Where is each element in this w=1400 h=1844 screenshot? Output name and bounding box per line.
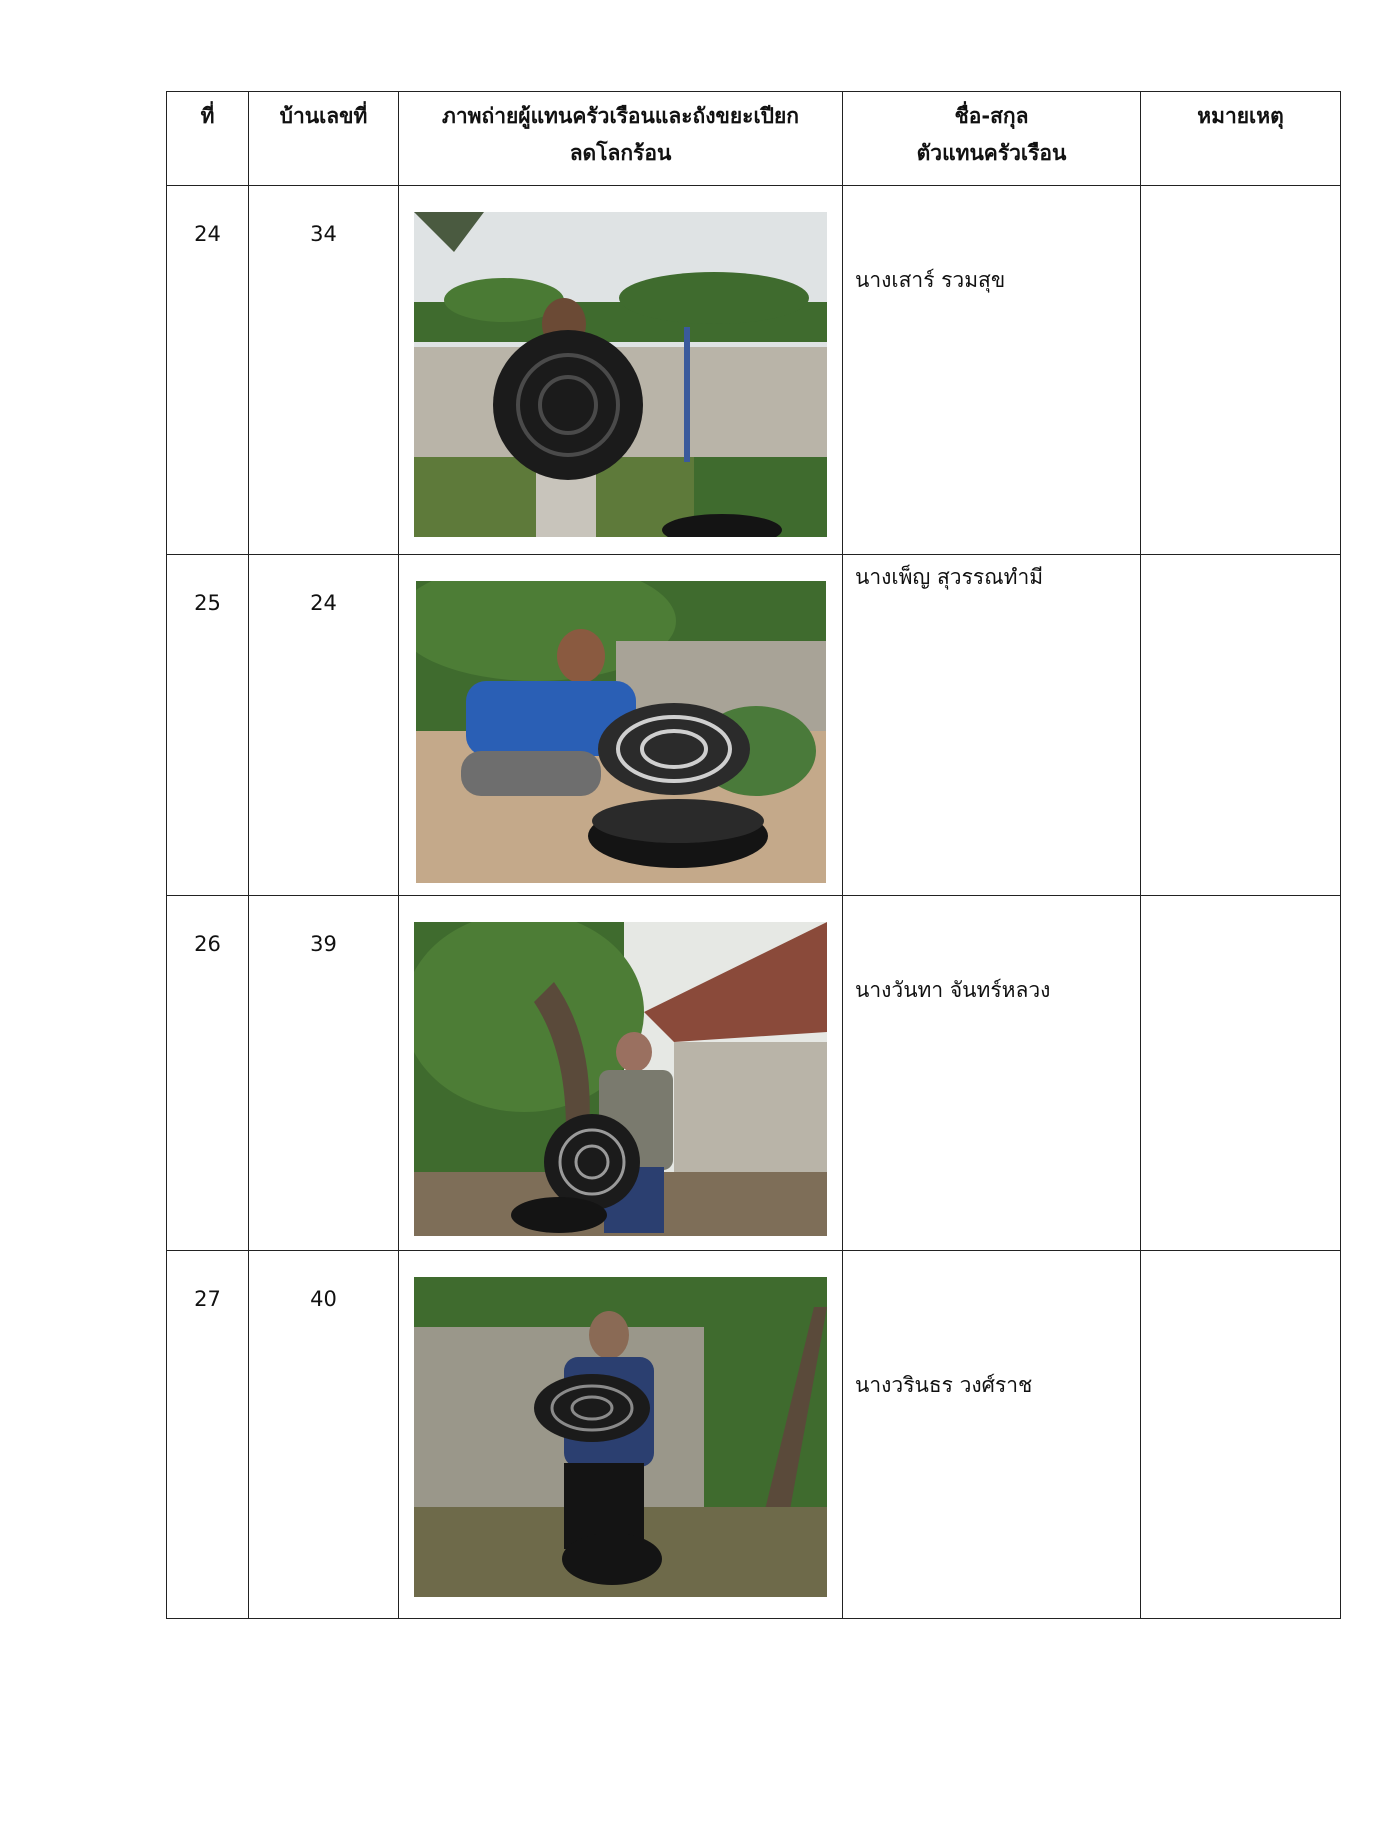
header-photo-line1: ภาพถ่ายผู้แทนครัวเรือนและถังขยะเปียก [442,104,799,128]
header-house-no [249,92,399,186]
representative-name: นางวันทา จันทร์หลวง [855,978,1051,1002]
header-photo-line2: ลดโลกร้อน [569,141,672,165]
cell-name [843,1251,1141,1619]
household-photo [416,581,842,883]
row-number: 24 [194,222,221,246]
cell-house-no [249,555,399,896]
table-row [167,555,1341,896]
cell-no [167,896,249,1251]
representative-name: นางเพ็ญ สุวรรณทำมี [855,565,1044,589]
cell-remark [1141,896,1341,1251]
header-no [167,92,249,186]
header-house-no-label: บ้านเลขที่ [279,104,368,128]
header-row [167,92,1341,186]
cell-photo [399,186,843,555]
house-number: 39 [310,932,337,956]
cell-remark [1141,555,1341,896]
cell-name [843,555,1141,896]
cell-remark [1141,1251,1341,1619]
cell-photo [399,555,843,896]
house-number: 40 [310,1287,337,1311]
household-photo [414,922,842,1236]
header-name [843,92,1141,186]
cell-photo [399,1251,843,1619]
cell-name [843,896,1141,1251]
table-row [167,896,1341,1251]
row-number: 25 [194,591,221,615]
cell-house-no [249,1251,399,1619]
table-row [167,1251,1341,1619]
cell-no [167,186,249,555]
header-photo [399,92,843,186]
header-remark-label: หมายเหตุ [1197,104,1284,128]
cell-photo [399,896,843,1251]
cell-no [167,555,249,896]
house-number: 34 [310,222,337,246]
household-photo [414,1277,842,1597]
header-name-line1: ชื่อ-สกุล [954,104,1029,128]
header-remark [1141,92,1341,186]
cell-name [843,186,1141,555]
row-number: 26 [194,932,221,956]
representative-name: นางเสาร์ รวมสุข [855,268,1006,292]
cell-remark [1141,186,1341,555]
household-table [166,91,1341,1619]
household-photo [414,212,842,537]
representative-name: นางวรินธร วงศ์ราช [855,1373,1033,1397]
header-no-label: ที่ [200,104,215,128]
cell-house-no [249,186,399,555]
row-number: 27 [194,1287,221,1311]
cell-house-no [249,896,399,1251]
header-name-line2: ตัวแทนครัวเรือน [916,141,1067,165]
cell-no [167,1251,249,1619]
house-number: 24 [310,591,337,615]
table-row [167,186,1341,555]
